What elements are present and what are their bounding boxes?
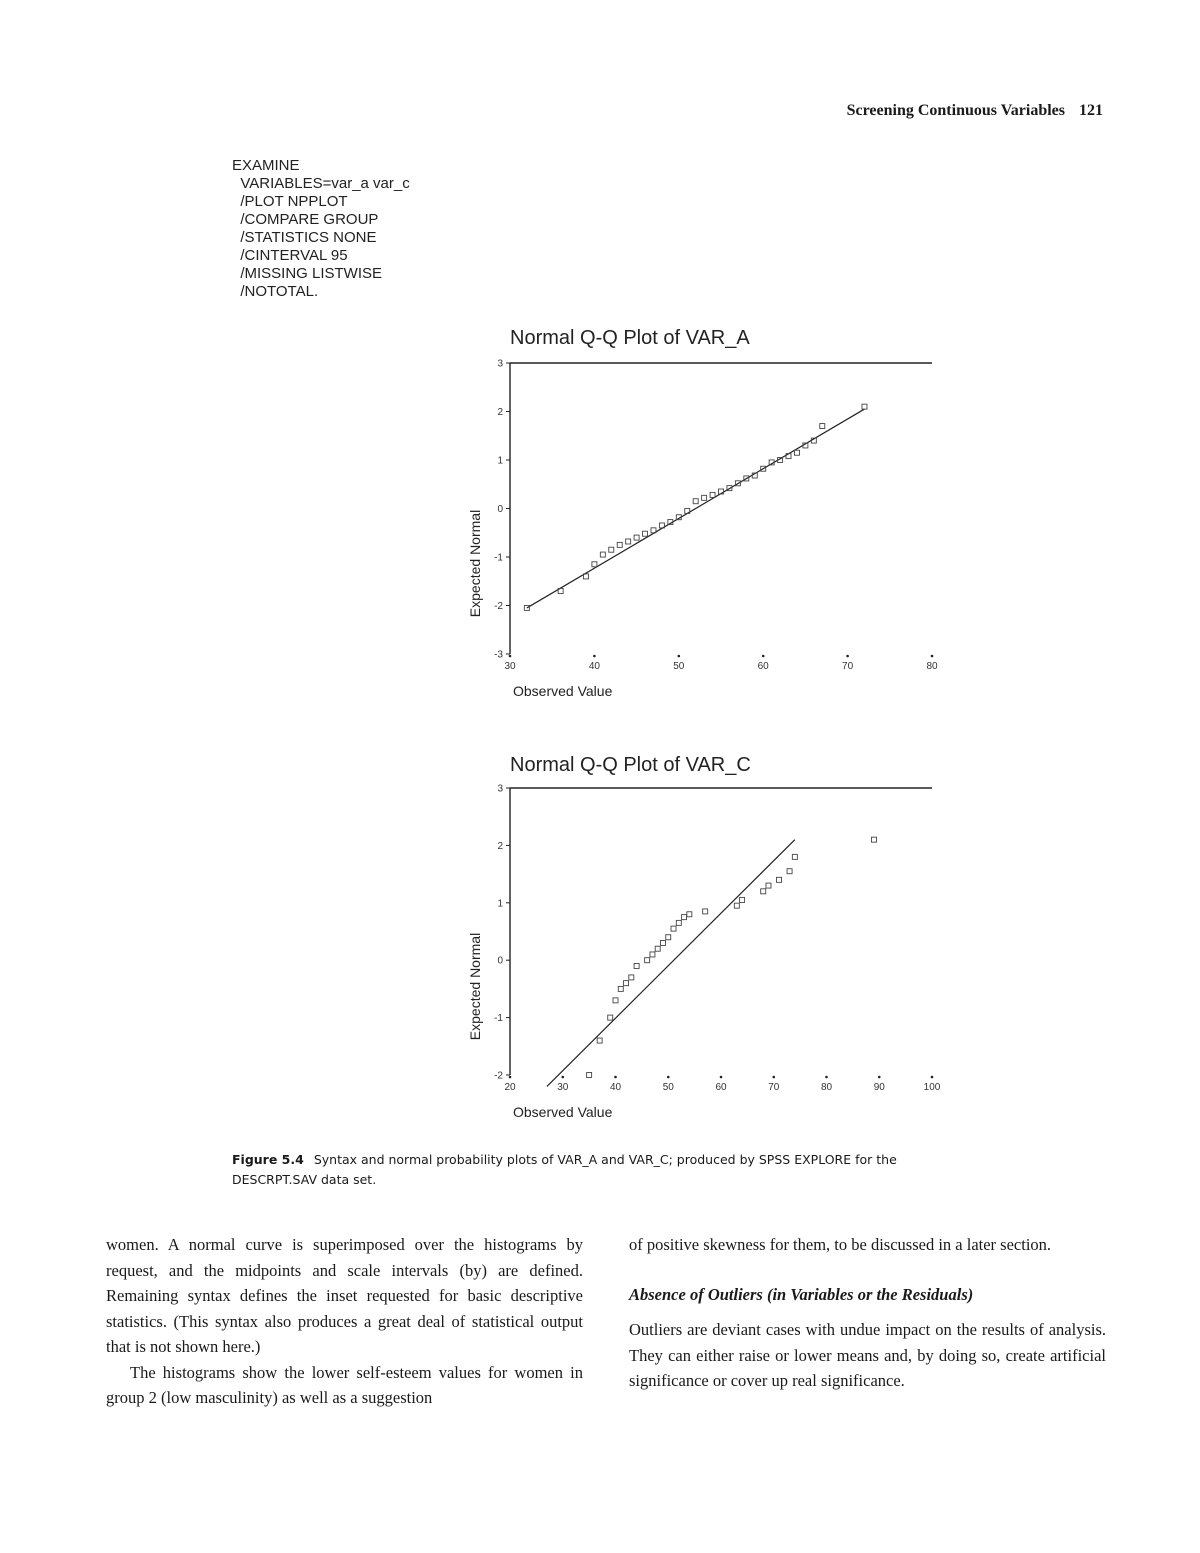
y-tick-label: 3 xyxy=(497,783,503,795)
data-point xyxy=(671,926,676,931)
x-tick-label: 40 xyxy=(588,661,600,672)
data-point xyxy=(645,958,650,963)
data-point xyxy=(792,854,797,859)
data-point xyxy=(643,531,648,536)
body-paragraph: Outliers are deviant cases with undue impact on the results of analysis. They can either raise or lower means and, by doing so, create artificial significance or cover up real significance. xyxy=(629,1320,1106,1390)
x-tick-mark xyxy=(593,655,596,658)
data-point xyxy=(660,940,665,945)
figure-label: Figure 5.4 xyxy=(232,1152,304,1167)
x-tick-mark xyxy=(846,655,849,658)
data-point xyxy=(794,450,799,455)
x-tick-mark xyxy=(509,655,512,658)
data-point xyxy=(710,492,715,497)
x-tick-mark xyxy=(772,1076,775,1079)
data-point xyxy=(587,1073,592,1078)
data-point xyxy=(862,404,867,409)
body-column-right xyxy=(629,1232,1106,1394)
x-tick-label: 60 xyxy=(715,1082,727,1093)
data-point xyxy=(761,889,766,894)
x-tick-mark xyxy=(825,1076,828,1079)
data-point xyxy=(777,877,782,882)
running-header xyxy=(847,102,1103,120)
y-tick-label: -2 xyxy=(494,601,503,612)
x-tick-mark xyxy=(614,1076,617,1079)
y-tick-label: 3 xyxy=(497,358,503,370)
data-point xyxy=(703,909,708,914)
x-tick-mark xyxy=(931,1076,934,1079)
x-tick-label: 100 xyxy=(923,1082,941,1093)
qq-plot-var-a xyxy=(460,318,960,718)
data-point xyxy=(650,952,655,957)
body-paragraph: of positive skewness for them, to be discussed in a later section. xyxy=(629,1235,1052,1254)
data-point xyxy=(634,963,639,968)
qq-plot-var-c-svg xyxy=(460,745,960,1145)
body-paragraph: women. A normal curve is superimposed over the histograms by request, and the midpoints and scale intervals (by) are defined. Remaining syntax defines the inset requested for basic descriptive statistics. (This syntax also produces a great deal of statistical output that is not shown here.) xyxy=(106,1235,583,1356)
syntax-line: /CINTERVAL 95 xyxy=(232,247,348,264)
syntax-line: /MISSING LISTWISE xyxy=(232,265,383,282)
data-point xyxy=(592,562,597,567)
x-tick-label: 30 xyxy=(557,1082,569,1093)
data-point xyxy=(600,552,605,557)
data-point xyxy=(687,912,692,917)
data-point xyxy=(626,539,631,544)
x-tick-mark xyxy=(931,655,934,658)
data-point xyxy=(787,869,792,874)
x-axis-label: Observed Value xyxy=(513,683,613,699)
figure-caption-text: Syntax and normal probability plots of VAR_A and VAR_C; produced by SPSS EXPLORE for the DESCRPT.SAV data set. xyxy=(232,1152,897,1187)
running-title: Screening Continuous Variables xyxy=(846,102,1065,119)
x-tick-mark xyxy=(720,1076,723,1079)
data-point xyxy=(820,424,825,429)
x-tick-label: 70 xyxy=(842,661,854,672)
x-tick-mark xyxy=(878,1076,881,1079)
y-tick-label: 0 xyxy=(497,504,503,515)
data-point xyxy=(618,986,623,991)
x-tick-mark xyxy=(509,1076,512,1079)
data-point xyxy=(666,935,671,940)
body-column-left xyxy=(106,1232,583,1411)
data-point xyxy=(693,499,698,504)
data-point xyxy=(734,903,739,908)
x-tick-label: 50 xyxy=(673,661,685,672)
page-number: 121 xyxy=(1079,102,1103,119)
qq-plot-var-c xyxy=(460,745,960,1145)
y-tick-label: -1 xyxy=(494,1013,503,1025)
chart-title: Normal Q-Q Plot of VAR_A xyxy=(510,327,750,349)
reference-line xyxy=(547,840,795,1087)
data-point xyxy=(629,975,634,980)
y-tick-label: 1 xyxy=(497,898,503,910)
qq-plot-var-a-svg xyxy=(460,318,960,718)
data-point xyxy=(676,920,681,925)
data-point xyxy=(766,883,771,888)
data-point xyxy=(613,998,618,1003)
x-tick-label: 90 xyxy=(873,1082,885,1093)
y-axis-label: Expected Normal xyxy=(467,509,483,618)
x-tick-label: 40 xyxy=(609,1082,622,1093)
data-point xyxy=(624,981,629,986)
data-point xyxy=(608,1015,613,1020)
data-point xyxy=(702,495,707,500)
y-tick-label: 2 xyxy=(497,407,503,418)
section-heading: Absence of Outliers (in Variables or the Residuals) xyxy=(629,1284,974,1304)
y-tick-label: -2 xyxy=(494,1070,503,1082)
y-tick-label: 0 xyxy=(497,955,503,967)
x-tick-label: 70 xyxy=(768,1082,780,1093)
data-point xyxy=(597,1038,602,1043)
x-tick-mark xyxy=(762,655,765,658)
data-point xyxy=(682,915,687,920)
reference-line xyxy=(527,409,865,608)
data-point xyxy=(634,535,639,540)
syntax-line: VARIABLES=var_a var_c xyxy=(232,175,410,192)
syntax-line: /NOTOTAL. xyxy=(232,283,319,300)
x-tick-mark xyxy=(667,1076,670,1079)
spss-syntax-block xyxy=(232,157,410,301)
y-tick-label: -1 xyxy=(494,552,503,564)
y-tick-label: 2 xyxy=(497,840,503,852)
data-point xyxy=(617,542,622,547)
syntax-line: /STATISTICS NONE xyxy=(232,229,377,246)
syntax-line: /COMPARE GROUP xyxy=(232,211,379,228)
syntax-line: EXAMINE xyxy=(232,157,300,174)
y-axis-label: Expected Normal xyxy=(467,932,483,1041)
x-axis-label: Observed Value xyxy=(513,1104,613,1120)
x-tick-mark xyxy=(678,655,681,658)
body-paragraph: The histograms show the lower self-esteem values for women in group 2 (low masculinity) as well as a suggestion xyxy=(106,1362,583,1407)
x-tick-label: 80 xyxy=(926,661,938,672)
syntax-line: /PLOT NPPLOT xyxy=(232,193,348,210)
data-point xyxy=(871,837,876,842)
y-tick-label: -3 xyxy=(494,649,503,661)
x-tick-label: 20 xyxy=(504,1082,516,1093)
data-point xyxy=(655,946,660,951)
x-tick-label: 60 xyxy=(757,661,769,672)
data-point xyxy=(609,547,614,552)
data-point xyxy=(740,897,745,902)
chart-title: Normal Q-Q Plot of VAR_C xyxy=(510,754,751,776)
x-tick-mark xyxy=(561,1076,564,1079)
x-tick-label: 80 xyxy=(820,1082,833,1093)
x-tick-label: 50 xyxy=(662,1082,674,1093)
x-tick-label: 30 xyxy=(504,661,516,672)
figure-caption xyxy=(232,1150,962,1190)
y-tick-label: 1 xyxy=(497,455,503,467)
